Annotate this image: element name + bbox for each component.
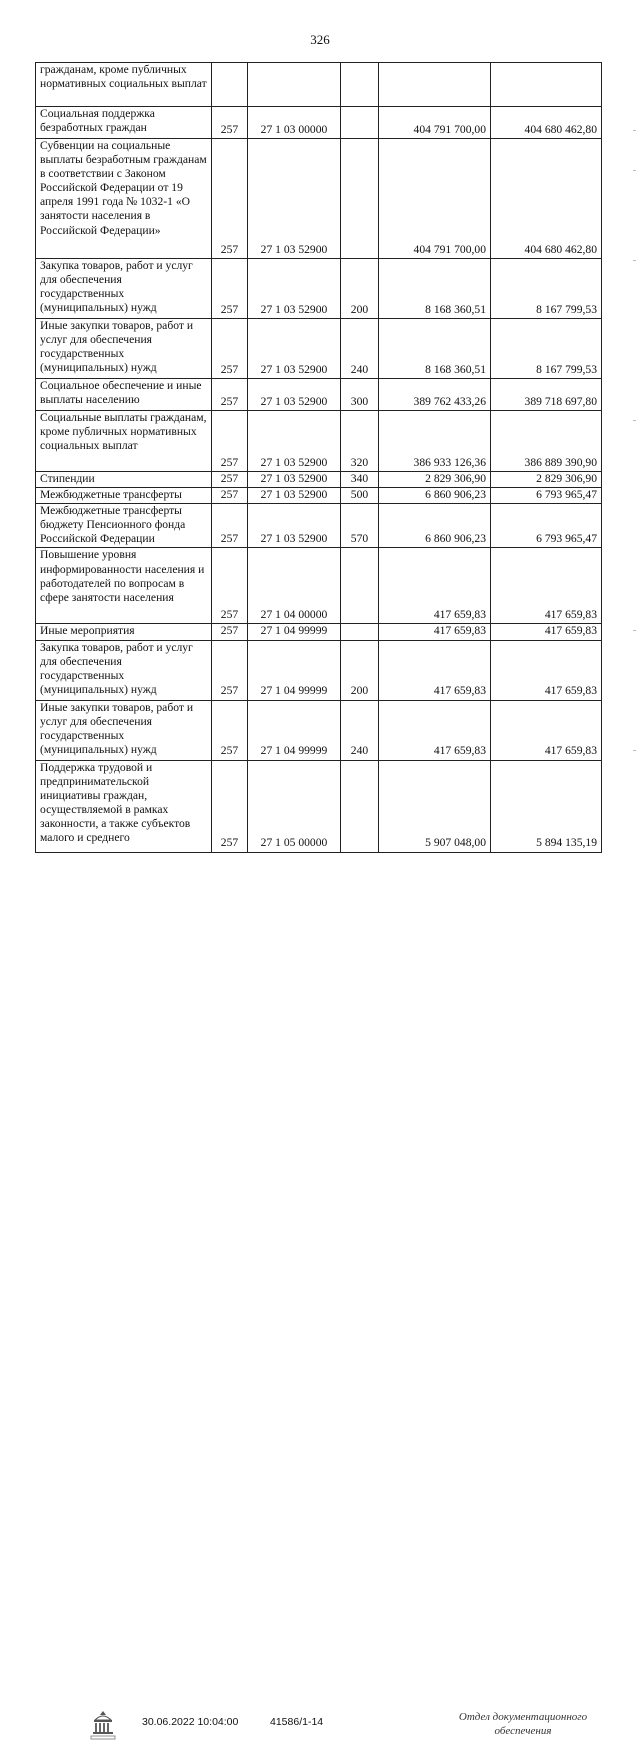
cell-vr xyxy=(341,548,379,624)
cell-csr: 27 1 03 52900 xyxy=(248,259,341,319)
cell-plan: 6 860 906,23 xyxy=(379,504,491,548)
cell-ved: 257 xyxy=(212,259,248,319)
cell-plan: 5 907 048,00 xyxy=(379,760,491,852)
cell-plan: 417 659,83 xyxy=(379,640,491,700)
cell-vr xyxy=(341,624,379,640)
cell-vr: 300 xyxy=(341,379,379,411)
footer-doc-number: 41586/1-14 xyxy=(270,1716,324,1728)
page-footer xyxy=(0,852,640,1737)
cell-plan: 404 791 700,00 xyxy=(379,107,491,139)
footer-department-stamp: Отдел документационного обеспечения xyxy=(458,1711,588,1737)
cell-name: Поддержка трудовой и предпринимательской инициативы граждан, осуществляемой в рамках законности, а также субъектов малого и среднего xyxy=(36,760,212,852)
table-row xyxy=(36,63,602,107)
table-row xyxy=(36,259,602,319)
table-row xyxy=(36,379,602,411)
cell-fact: 404 680 462,80 xyxy=(491,107,602,139)
table-row xyxy=(36,624,602,640)
cell-name: Социальное обеспечение и иные выплаты населению xyxy=(36,379,212,411)
cell-csr: 27 1 03 52900 xyxy=(248,319,341,379)
table-row xyxy=(36,107,602,139)
cell-name: Стипендии xyxy=(36,472,212,488)
cell-csr: 27 1 04 99999 xyxy=(248,640,341,700)
cell-ved: 257 xyxy=(212,139,248,259)
table-row xyxy=(36,640,602,700)
cell-fact: 417 659,83 xyxy=(491,700,602,760)
cell-fact: 404 680 462,80 xyxy=(491,139,602,259)
cell-plan: 417 659,83 xyxy=(379,548,491,624)
cell-vr: 240 xyxy=(341,700,379,760)
cell-vr xyxy=(341,107,379,139)
table-row xyxy=(36,472,602,488)
cell-csr: 27 1 04 99999 xyxy=(248,624,341,640)
table-row xyxy=(36,548,602,624)
budget-table xyxy=(35,62,602,853)
margin-marks xyxy=(630,110,636,810)
cell-ved: 257 xyxy=(212,700,248,760)
cell-csr: 27 1 03 52900 xyxy=(248,472,341,488)
cell-name: гражданам, кроме публичных нормативных социальных выплат xyxy=(36,63,212,107)
cell-csr: 27 1 03 00000 xyxy=(248,107,341,139)
cell-name: Социальные выплаты гражданам, кроме публичных нормативных социальных выплат xyxy=(36,411,212,472)
table-row xyxy=(36,760,602,852)
cell-vr: 240 xyxy=(341,319,379,379)
cell-plan: 6 860 906,23 xyxy=(379,488,491,504)
cell-plan: 417 659,83 xyxy=(379,624,491,640)
cell-name: Иные закупки товаров, работ и услуг для обеспечения государственных (муниципальных) нужд xyxy=(36,319,212,379)
cell-name: Повышение уровня информированности населения и работодателей по вопросам в сфере занятости населения xyxy=(36,548,212,624)
cell-vr xyxy=(341,63,379,107)
cell-ved: 257 xyxy=(212,411,248,472)
cell-csr xyxy=(248,63,341,107)
cell-fact: 6 793 965,47 xyxy=(491,488,602,504)
cell-csr: 27 1 04 00000 xyxy=(248,548,341,624)
cell-vr: 340 xyxy=(341,472,379,488)
cell-name: Межбюджетные трансферты бюджету Пенсионного фонда Российской Федерации xyxy=(36,504,212,548)
cell-name: Субвенции на социальные выплаты безработным гражданам в соответствии с Законом Российской Федерации от 19 апреля 1991 года № 1032-1 «О занятости населения в Российской Федерации» xyxy=(36,139,212,259)
table-row xyxy=(36,319,602,379)
cell-ved: 257 xyxy=(212,379,248,411)
cell-ved: 257 xyxy=(212,624,248,640)
cell-vr: 320 xyxy=(341,411,379,472)
cell-name: Межбюджетные трансферты xyxy=(36,488,212,504)
page-number: 326 xyxy=(310,32,330,47)
cell-fact: 417 659,83 xyxy=(491,640,602,700)
cell-fact xyxy=(491,63,602,107)
cell-fact: 8 167 799,53 xyxy=(491,319,602,379)
cell-csr: 27 1 03 52900 xyxy=(248,379,341,411)
table-row xyxy=(36,488,602,504)
cell-fact: 389 718 697,80 xyxy=(491,379,602,411)
table-row xyxy=(36,700,602,760)
cell-name: Закупка товаров, работ и услуг для обеспечения государственных (муниципальных) нужд xyxy=(36,640,212,700)
cell-csr: 27 1 05 00000 xyxy=(248,760,341,852)
cell-csr: 27 1 03 52900 xyxy=(248,139,341,259)
cell-ved: 257 xyxy=(212,760,248,852)
table-row xyxy=(36,504,602,548)
cell-ved: 257 xyxy=(212,107,248,139)
table-row xyxy=(36,411,602,472)
cell-ved: 257 xyxy=(212,504,248,548)
cell-vr: 200 xyxy=(341,259,379,319)
cell-ved: 257 xyxy=(212,488,248,504)
table-row xyxy=(36,139,602,259)
cell-plan: 8 168 360,51 xyxy=(379,319,491,379)
cell-fact: 2 829 306,90 xyxy=(491,472,602,488)
cell-fact: 417 659,83 xyxy=(491,548,602,624)
cell-name: Закупка товаров, работ и услуг для обеспечения государственных (муниципальных) нужд xyxy=(36,259,212,319)
cell-plan: 386 933 126,36 xyxy=(379,411,491,472)
cell-name: Социальная поддержка безработных граждан xyxy=(36,107,212,139)
cell-csr: 27 1 03 52900 xyxy=(248,411,341,472)
cell-fact: 6 793 965,47 xyxy=(491,504,602,548)
table-body xyxy=(36,63,602,853)
cell-ved: 257 xyxy=(212,640,248,700)
cell-plan: 8 168 360,51 xyxy=(379,259,491,319)
cell-vr: 500 xyxy=(341,488,379,504)
cell-ved xyxy=(212,63,248,107)
footer-timestamp: 30.06.2022 10:04:00 xyxy=(142,1716,239,1728)
cell-plan: 404 791 700,00 xyxy=(379,139,491,259)
cell-name: Иные мероприятия xyxy=(36,624,212,640)
cell-name: Иные закупки товаров, работ и услуг для обеспечения государственных (муниципальных) нужд xyxy=(36,700,212,760)
cell-plan: 417 659,83 xyxy=(379,700,491,760)
cell-fact: 8 167 799,53 xyxy=(491,259,602,319)
cell-fact: 417 659,83 xyxy=(491,624,602,640)
cell-vr xyxy=(341,760,379,852)
cell-plan: 2 829 306,90 xyxy=(379,472,491,488)
cell-plan xyxy=(379,63,491,107)
cell-ved: 257 xyxy=(212,319,248,379)
duma-emblem-icon xyxy=(86,1708,120,1742)
cell-csr: 27 1 03 52900 xyxy=(248,488,341,504)
cell-fact: 5 894 135,19 xyxy=(491,760,602,852)
cell-ved: 257 xyxy=(212,472,248,488)
cell-ved: 257 xyxy=(212,548,248,624)
cell-vr xyxy=(341,139,379,259)
cell-csr: 27 1 03 52900 xyxy=(248,504,341,548)
cell-csr: 27 1 04 99999 xyxy=(248,700,341,760)
cell-plan: 389 762 433,26 xyxy=(379,379,491,411)
cell-vr: 570 xyxy=(341,504,379,548)
cell-vr: 200 xyxy=(341,640,379,700)
cell-fact: 386 889 390,90 xyxy=(491,411,602,472)
